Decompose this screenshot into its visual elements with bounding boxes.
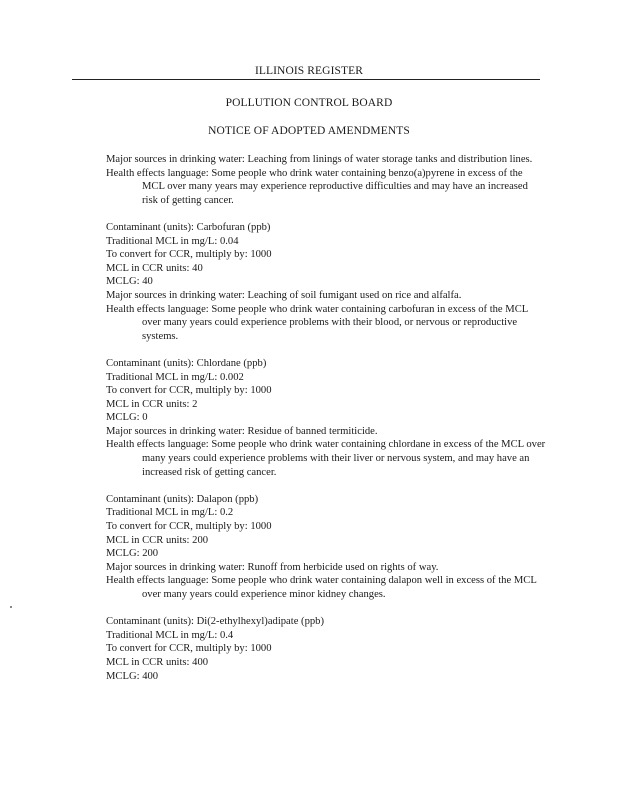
ccr-conversion: To convert for CCR, multiply by: 1000 xyxy=(106,643,272,655)
notice-title: NOTICE OF ADOPTED AMENDMENTS xyxy=(208,125,410,137)
contaminant-name: Contaminant (units): Chlordane (ppb) xyxy=(106,357,267,369)
ccr-conversion: To convert for CCR, multiply by: 1000 xyxy=(106,385,272,397)
contaminant-entry-dalapon xyxy=(106,493,546,602)
contaminant-entry-chlordane xyxy=(106,357,546,479)
major-sources-text: Major sources in drinking water: Leaching from linings of water storage tanks and distribution lines. xyxy=(106,154,533,165)
scan-speck xyxy=(10,606,12,608)
health-effects-text: Health effects language: Some people who drink water containing carbofuran in excess of the MCL over many years could experience problems with their blood, or nervous or reproductive systems. xyxy=(106,303,528,342)
document-body xyxy=(106,153,546,697)
header-rule xyxy=(72,79,540,80)
health-effects-text: Health effects language: Some people who drink water containing chlordane in excess of the MCL over many years could experience problems with their liver or nervous system, and may have an increased risk of getting cancer. xyxy=(106,439,546,478)
mcl-ccr-units: MCL in CCR units: 400 xyxy=(106,656,209,668)
register-title: ILLINOIS REGISTER xyxy=(254,65,364,77)
contaminant-entry-adipate xyxy=(106,615,546,683)
mclg-value: MCLG: 40 xyxy=(106,276,153,288)
mclg-value: MCLG: 0 xyxy=(106,412,148,424)
traditional-mcl: Traditional MCL in mg/L: 0.4 xyxy=(106,629,234,641)
contaminant-entry-carbofuran xyxy=(106,221,546,343)
major-sources-text: Major sources in drinking water: Leaching of soil fumigant used on rice and alfalfa. xyxy=(106,289,462,301)
traditional-mcl: Traditional MCL in mg/L: 0.2 xyxy=(106,507,234,519)
contaminant-name: Contaminant (units): Dalapon (ppb) xyxy=(106,493,259,505)
major-sources-text: Major sources in drinking water: Residue of banned termiticide. xyxy=(106,425,378,437)
mclg-value: MCLG: 400 xyxy=(106,670,159,682)
health-effects-text: Health effects language: Some people who drink water containing dalapon well in excess of the MCL over many years could experience minor kidney changes. xyxy=(106,575,537,600)
mclg-value: MCLG: 200 xyxy=(106,548,159,560)
board-title: POLLUTION CONTROL BOARD xyxy=(225,97,393,109)
traditional-mcl: Traditional MCL in mg/L: 0.002 xyxy=(106,371,244,383)
mcl-ccr-units: MCL in CCR units: 200 xyxy=(106,534,209,546)
contaminant-name: Contaminant (units): Carbofuran (ppb) xyxy=(106,221,271,233)
mcl-ccr-units: MCL in CCR units: 40 xyxy=(106,262,203,274)
major-sources-text: Major sources in drinking water: Runoff from herbicide used on rights of way. xyxy=(106,561,439,573)
intro-block xyxy=(106,153,546,207)
health-effects-text: Health effects language: Some people who drink water containing benzo(a)pyrene in excess of the MCL over many years may experience reproductive difficulties and may have an increased risk of getting cancer. xyxy=(106,167,528,206)
ccr-conversion: To convert for CCR, multiply by: 1000 xyxy=(106,521,272,533)
ccr-conversion: To convert for CCR, multiply by: 1000 xyxy=(106,249,272,261)
mcl-ccr-units: MCL in CCR units: 2 xyxy=(106,398,198,410)
contaminant-name: Contaminant (units): Di(2-ethylhexyl)adipate (ppb) xyxy=(106,616,324,628)
traditional-mcl: Traditional MCL in mg/L: 0.04 xyxy=(106,235,239,247)
